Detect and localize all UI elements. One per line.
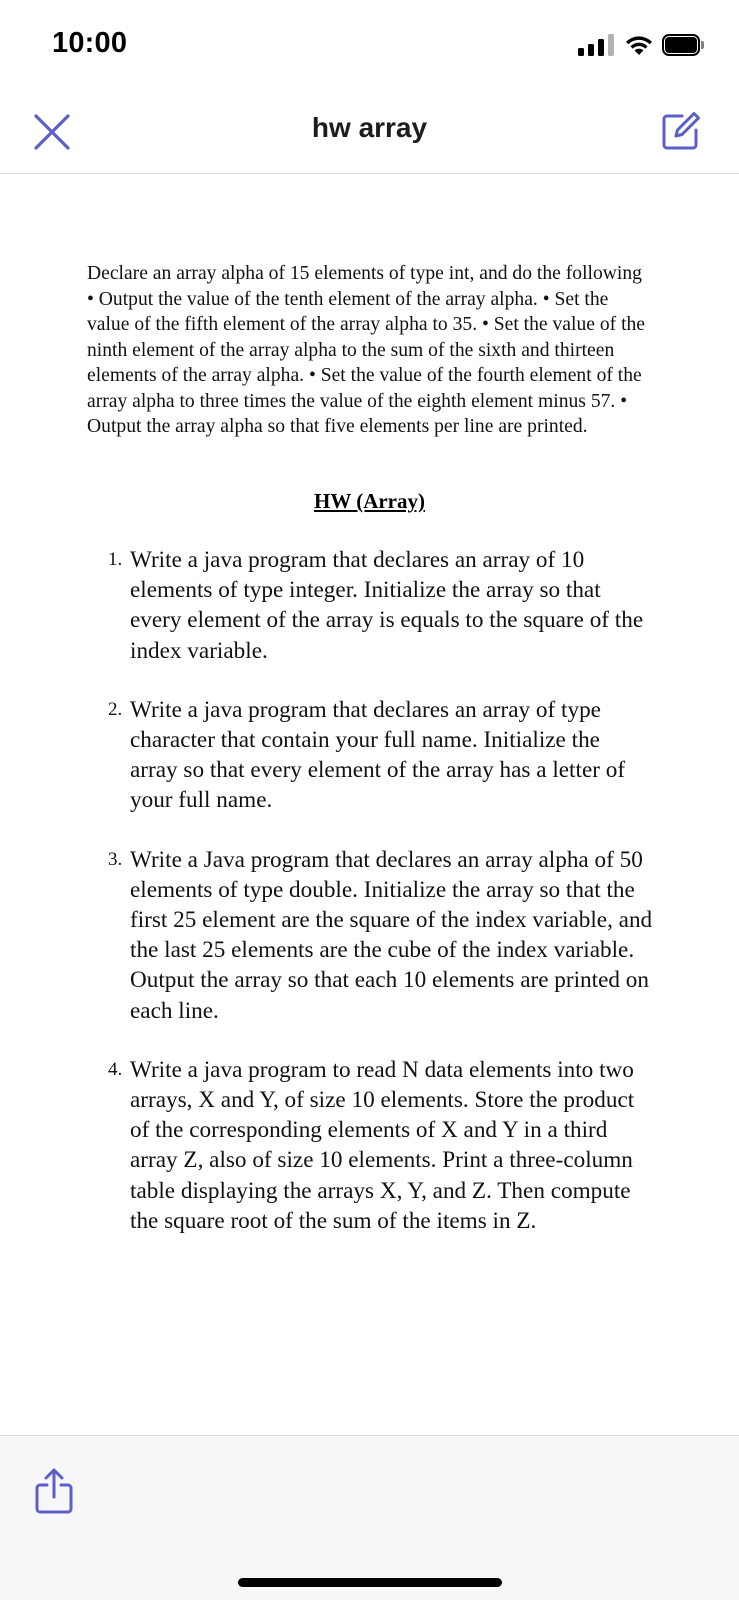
item-text: Write a Java program that declares an array alpha of 50 elements of type double. Initialize the array so that the first 25 element are the square of the index variable, and the last 25 elements are the cube of the index variable. Output the array so that each 10 elements are printed on each line. [130,846,653,1024]
share-button[interactable] [33,1467,75,1515]
status-time: 10:00 [52,27,128,59]
bottom-toolbar [0,1435,739,1600]
list-item [108,845,653,1026]
item-number: 2. [108,698,123,720]
page-title: hw array [311,112,428,143]
status-bar [0,0,739,90]
item-text: Write a java program to read N data elements into two arrays, X and Y, of size 10 elements. Store the product of the corresponding elements of X and Y in a third array Z, also of size 10 elements. Print a three-column table displaying the arrays X, Y, and Z. Then compute the square root of the sum of the items in Z. [130,1056,635,1234]
assignment-heading: HW (Array) [314,489,425,513]
item-number: 3. [108,848,123,870]
item-number: 4. [108,1058,123,1080]
battery-icon [662,34,704,56]
item-text: Write a java program that declares an array of 10 elements of type integer. Initialize the array so that every element of the array is equals to the square of the index variable. [130,547,644,664]
document-viewer[interactable] [0,175,739,1435]
share-icon [33,1467,75,1515]
list-item [108,695,653,816]
edit-icon [658,108,704,154]
item-number: 1. [108,549,123,570]
home-indicator[interactable] [238,1578,502,1587]
list-item [108,1055,653,1236]
assignment-list [108,545,653,1265]
list-item [108,545,653,666]
wifi-icon [624,33,654,57]
intro-paragraph: Declare an array alpha of 15 elements of type int, and do the following • Output the value of the tenth element of the array alpha. • Set the value of the fifth element of the array alpha to 35. • Set the value of the ninth element of the array alpha to the sum of the sixth and thirteen elements of the array alpha. • Set the value of the fourth element of the array alpha to three times the value of the eighth element minus 57. • Output the array alpha so that five elements per line are printed. [87,263,646,437]
item-text: Write a java program that declares an array of type character that contain your full name. Initialize the array so that every element of the array has a letter of your full name. [130,696,626,814]
nav-bar [0,90,739,174]
signal-icon [578,34,616,56]
edit-button[interactable] [658,108,704,154]
